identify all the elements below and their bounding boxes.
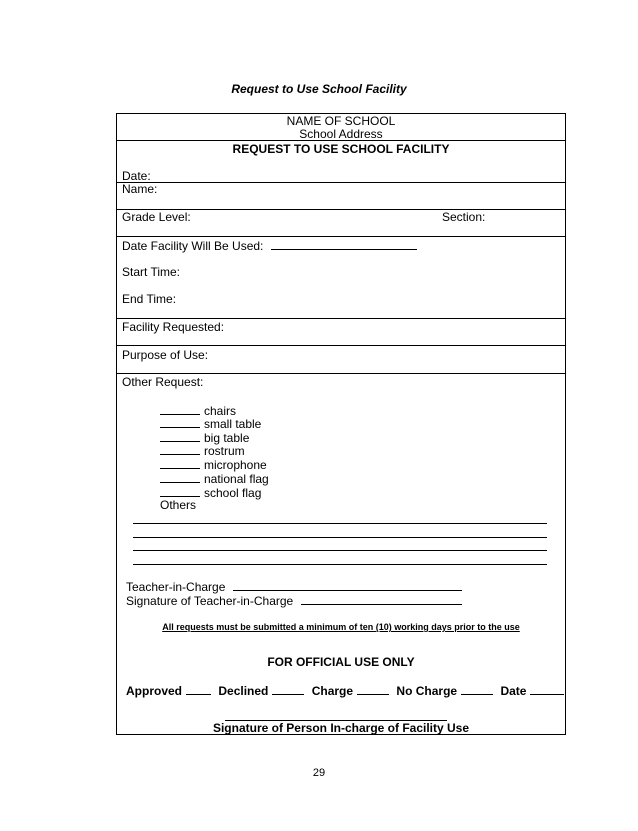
signature-teacher-field	[126, 593, 462, 608]
declined-label: Declined	[218, 684, 269, 698]
no-charge-label: No Charge	[396, 684, 458, 698]
document-title: Request to Use School Facility	[231, 82, 407, 96]
official-date-blank[interactable]	[530, 683, 564, 695]
item-blank[interactable]	[160, 416, 200, 428]
date-facility-text: Date Facility Will Be Used:	[122, 239, 264, 253]
school-address: School Address	[299, 127, 383, 141]
list-item-national-flag	[160, 471, 269, 486]
date-facility-label	[122, 238, 417, 253]
writing-line[interactable]	[133, 550, 547, 551]
item-label: school flag	[204, 486, 262, 500]
divider	[117, 373, 565, 374]
item-label: rostrum	[204, 444, 245, 458]
grade-level-label: Grade Level:	[122, 210, 191, 224]
item-label: microphone	[204, 458, 267, 472]
divider	[117, 182, 565, 183]
purpose-label: Purpose of Use:	[122, 348, 209, 362]
request-form	[116, 113, 566, 735]
writing-line[interactable]	[133, 537, 547, 538]
teacher-in-charge-blank[interactable]	[233, 579, 462, 591]
item-blank[interactable]	[160, 403, 200, 415]
teacher-in-charge-field	[126, 579, 462, 594]
item-label: national flag	[204, 472, 269, 486]
item-blank[interactable]	[160, 471, 200, 483]
charge-label: Charge	[311, 684, 354, 698]
signature-person-label: Signature of Person In-charge of Facility Use	[212, 721, 470, 735]
list-item-rostrum	[160, 443, 245, 458]
page-number: 29	[312, 767, 326, 779]
declined-blank[interactable]	[272, 683, 304, 695]
form-title: REQUEST TO USE SCHOOL FACILITY	[232, 142, 450, 156]
official-heading: FOR OFFICIAL USE ONLY	[267, 655, 415, 669]
divider	[117, 236, 565, 237]
facility-requested-label: Facility Requested:	[122, 320, 225, 334]
writing-line[interactable]	[133, 564, 547, 565]
official-date-label: Date	[500, 684, 527, 698]
teacher-in-charge-label: Teacher-in-Charge	[126, 580, 226, 594]
start-time-label: Start Time:	[122, 265, 181, 279]
others-label: Others	[160, 498, 197, 512]
charge-blank[interactable]	[357, 683, 389, 695]
no-charge-blank[interactable]	[461, 683, 493, 695]
writing-line[interactable]	[133, 523, 547, 524]
item-label: small table	[204, 417, 262, 431]
name-label: Name:	[122, 182, 158, 196]
list-item-small-table	[160, 416, 261, 431]
divider	[117, 318, 565, 319]
submission-notice: All requests must be submitted a minimum of ten (10) working days prior to the use	[162, 622, 520, 632]
signature-teacher-blank[interactable]	[301, 593, 462, 605]
approved-label: Approved	[126, 684, 183, 698]
date-facility-blank[interactable]	[271, 238, 417, 250]
item-label: big table	[204, 431, 250, 445]
item-blank[interactable]	[160, 485, 200, 497]
other-request-label: Other Request:	[122, 375, 204, 389]
date-label: Date:	[122, 169, 151, 183]
end-time-label: End Time:	[122, 292, 177, 306]
item-blank[interactable]	[160, 443, 200, 455]
divider	[117, 140, 565, 141]
divider	[117, 345, 565, 346]
item-blank[interactable]	[160, 457, 200, 469]
official-use-row	[126, 683, 568, 698]
item-label: chairs	[204, 404, 237, 418]
approved-blank[interactable]	[186, 683, 211, 695]
list-item-microphone	[160, 457, 267, 472]
section-label: Section:	[442, 210, 486, 224]
item-blank[interactable]	[160, 430, 200, 442]
school-name: NAME OF SCHOOL	[286, 114, 396, 128]
signature-teacher-label: Signature of Teacher-in-Charge	[126, 594, 294, 608]
